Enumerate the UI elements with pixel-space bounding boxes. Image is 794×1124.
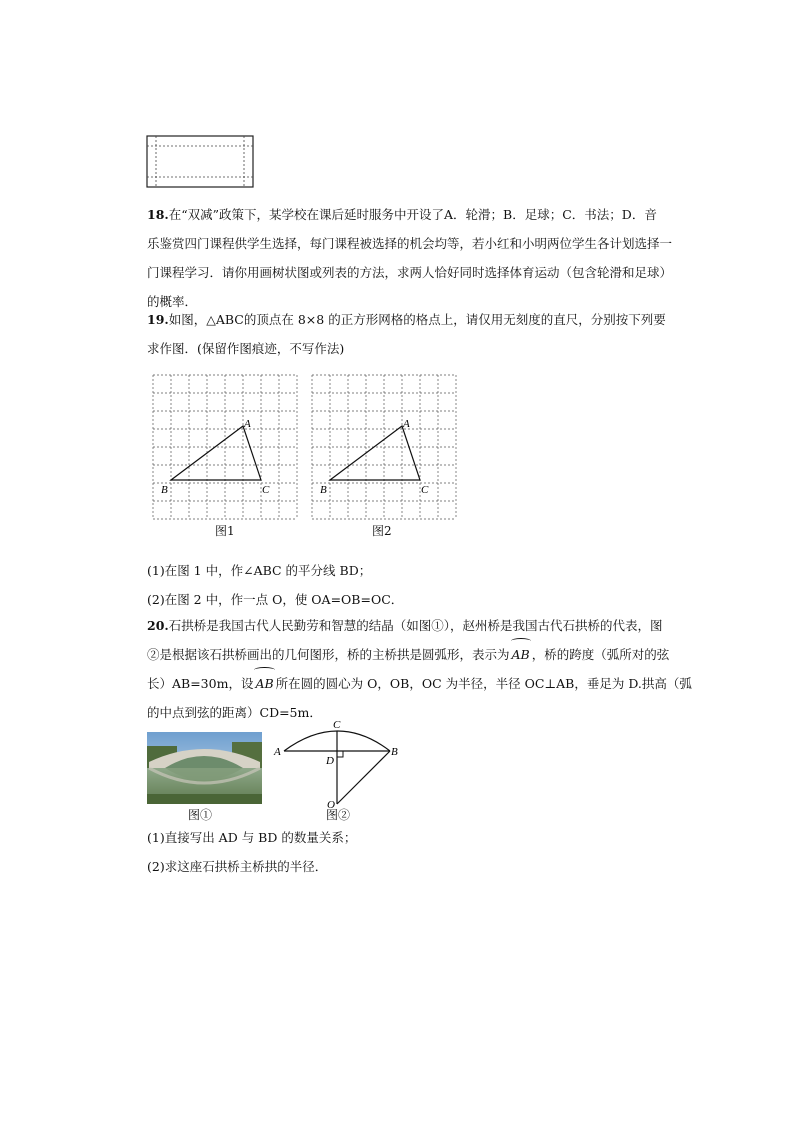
- sub-question-1: (1)在图 1 中，作∠ABC 的平分线 BD；: [147, 563, 372, 578]
- arch-geometry-figure: [272, 714, 402, 812]
- question-text-line: ②是根据该石拱桥画出的几何图形，桥的主桥拱是圆弧形，表示为: [147, 647, 510, 662]
- sub-question-2: (2)求这座石拱桥主桥拱的半径．: [147, 859, 328, 874]
- right-angle-mark: [337, 751, 343, 757]
- question-text-line: 石拱桥是我国古代人民勤劳和智慧的结晶（如图①），赵州桥是我国古代石拱桥的代表，图: [168, 618, 663, 633]
- point-label-a: A: [274, 746, 281, 758]
- question-18: [147, 200, 673, 316]
- grid-lines: [312, 375, 456, 519]
- figure-caption: 图②: [326, 808, 351, 822]
- grid-figure-2: [309, 372, 459, 522]
- question-text-line: 乐鉴赏四门课程供学生选择，每门课程被选择的机会均等，若小红和小明两位学生各计划选择一: [147, 236, 673, 251]
- question-text-line: 所在圆的圆心为 O，OB，OC 为半径，半径 OC⊥AB，垂足为 D.拱高（弧: [275, 676, 692, 691]
- question-20-subparts: [147, 823, 647, 881]
- vertex-label-b: B: [161, 484, 168, 496]
- point-label-d: D: [326, 755, 334, 767]
- question-text-line: 求作图．(保留作图痕迹，不写作法): [147, 341, 345, 356]
- vertex-label-c: C: [262, 484, 270, 496]
- triangle-abc: [171, 426, 261, 480]
- question-text-line: 长）AB=30m，设: [147, 676, 254, 691]
- arc-label: AB: [511, 647, 530, 662]
- question-20: [147, 611, 692, 727]
- arc-symbol: [253, 669, 275, 698]
- point-label-b: B: [391, 746, 398, 758]
- vertex-label-a: A: [244, 418, 251, 430]
- sub-question-2: (2)在图 2 中，作一点 O，使 OA=OB=OC．: [147, 592, 404, 607]
- question-19: [147, 305, 666, 363]
- question-text-line: 门课程学习．请你用画树状图或列表的方法，求两人恰好同时选择体育运动（包含轮滑和足球）: [147, 265, 673, 280]
- figure-caption: 图1: [215, 524, 235, 538]
- question-text-line: 在“双减”政策下，某学校在课后延时服务中开设了A．轮滑；B．足球；C．书法；D．音: [168, 207, 657, 222]
- question-19-subparts: [147, 556, 647, 614]
- question-number: 19.: [147, 312, 169, 327]
- triangle-abc: [330, 426, 420, 480]
- vertex-label-c: C: [421, 484, 429, 496]
- vertex-label-b: B: [320, 484, 327, 496]
- arc-symbol: [510, 640, 532, 669]
- point-label-c: C: [333, 719, 341, 731]
- bridge-photo: [147, 732, 262, 804]
- grid-figure-1: [150, 372, 300, 522]
- question-text-line: ，桥的跨度（弧所对的弦: [531, 647, 670, 662]
- figure-caption: 图①: [188, 808, 213, 822]
- arc-label: AB: [255, 676, 274, 691]
- question-number: 18.: [147, 207, 169, 222]
- grid-lines: [153, 375, 297, 519]
- vertex-label-a: A: [403, 418, 410, 430]
- sub-question-1: (1)直接写出 AD 与 BD 的数量关系；: [147, 830, 357, 845]
- previous-figure-rectangle: [145, 134, 257, 190]
- radius-ob: [337, 751, 390, 804]
- question-text-line: 如图，△ABC的顶点在 8×8 的正方形网格的格点上，请仅用无刻度的直尺，分别按下列要: [168, 312, 666, 327]
- question-number: 20.: [147, 618, 169, 633]
- figure-caption: 图2: [372, 524, 392, 538]
- point-label-o: O: [327, 799, 335, 811]
- question-text-line: 的中点到弦的距离）CD=5m．: [147, 705, 322, 720]
- question-text-line: 的概率．: [147, 294, 198, 309]
